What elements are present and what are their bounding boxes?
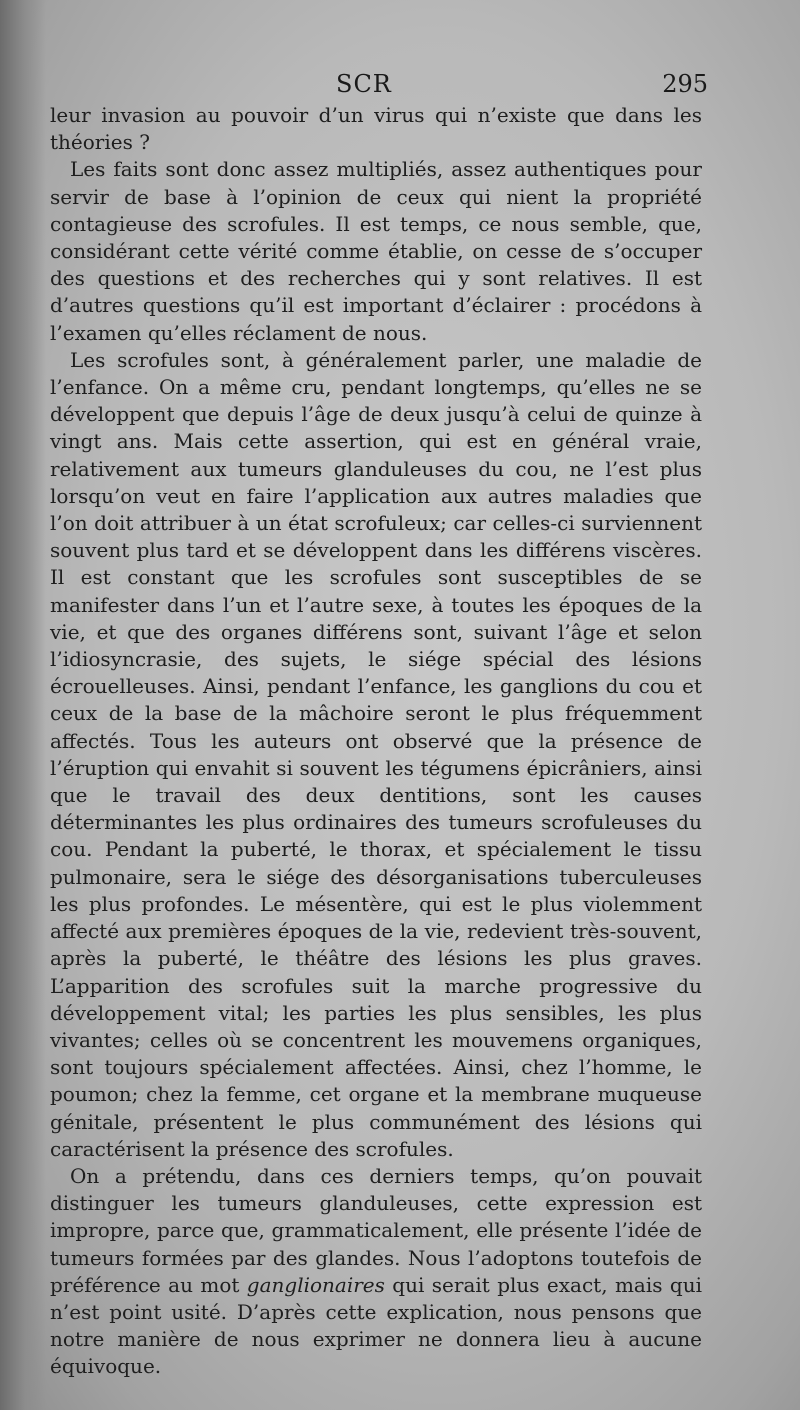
paragraph-4 [50, 1163, 702, 1381]
paragraph-4-text-start: On a prétendu, dans ces derniers temps, qu’on pouvait distinguer les tumeurs glanduleuses, cette expression est impropre, parce que, grammaticalement, elle présente l’idée de tumeurs formées par des glandes. Nous l’adoptons toutefois de préférence au mot [50, 1163, 702, 1297]
paragraph-1: leur invasion au pouvoir d’un virus qui n’existe que dans les théories ? [50, 103, 702, 155]
paragraph-4-text-end: qui serait plus exact, mais qui n’est point usité. D’après cette explication, nous pensons que notre manière de nous exprimer ne donnera lieu à aucune équivoque. [50, 1272, 702, 1379]
running-head: SCR [336, 70, 392, 98]
page-number: 295 [662, 70, 708, 98]
body-text [50, 102, 702, 1381]
page-header [48, 70, 708, 102]
page-gutter-shadow [0, 0, 46, 1410]
italic-term: ganglionaires [246, 1272, 385, 1297]
paragraph-2: Les faits sont donc assez multipliés, assez authentiques pour servir de base à l’opinion de ceux qui nient la propriété contagieuse des scrofules. Il est temps, ce nous semble, que, considérant cette vérité comme établie, on cesse de s’occuper des questions et des recherches qui y sont relatives. Il est d’autres questions qu’il est important d’éclairer : procédons à l’examen qu’elles réclament de nous. [50, 157, 702, 345]
paragraph-3: Les scrofules sont, à généralement parler, une maladie de l’enfance. On a même cru, pendant longtemps, qu’elles ne se développent que depuis l’âge de deux jusqu’à celui de quinze à vingt ans. Mais cette assertion, qui est en général vraie, relativement aux tumeurs glanduleuses du cou, ne l’est plus lorsqu’on veut en faire l’application aux autres maladies que l’on doit attribuer à un état scrofuleux; car celles-ci surviennent souvent plus tard et se développent dans les différens viscères. Il est constant que les scrofules sont susceptibles de se manifester dans l’un et l’autre sexe, à toutes les époques de la vie, et que des organes différens sont, suivant l’âge et selon l’idiosyncrasie, des sujets, le siége spécial des lésions écrouelleuses. Ainsi, pendant l’enfance, les ganglions du cou et ceux de la base de la mâchoire seront le plus fréquemment affectés. Tous les auteurs ont observé que la présence de l’éruption qui envahit si souvent les tégumens épicrâniers, ainsi que le travail des deux dentitions, sont les causes déterminantes les plus ordinaires des tumeurs scrofuleuses du cou. Pendant la puberté, le thorax, et spécialement le tissu pulmonaire, sera le siége des désorganisations tuberculeuses les plus profondes. Le mésentère, qui est le plus violemment affecté aux premières époques de la vie, redevient très-souvent, après la puberté, le théâtre des lésions les plus graves. L’apparition des scrofules suit la marche progressive du développement vital; les parties les plus sensibles, les plus vivantes; celles où se concentrent les mouvemens organiques, sont toujours spécialement affectées. Ainsi, chez l’homme, le poumon; chez la femme, cet organe et la membrane muqueuse génitale, présentent le plus communément des lésions qui caractérisent la présence des scrofules. [50, 347, 702, 1161]
